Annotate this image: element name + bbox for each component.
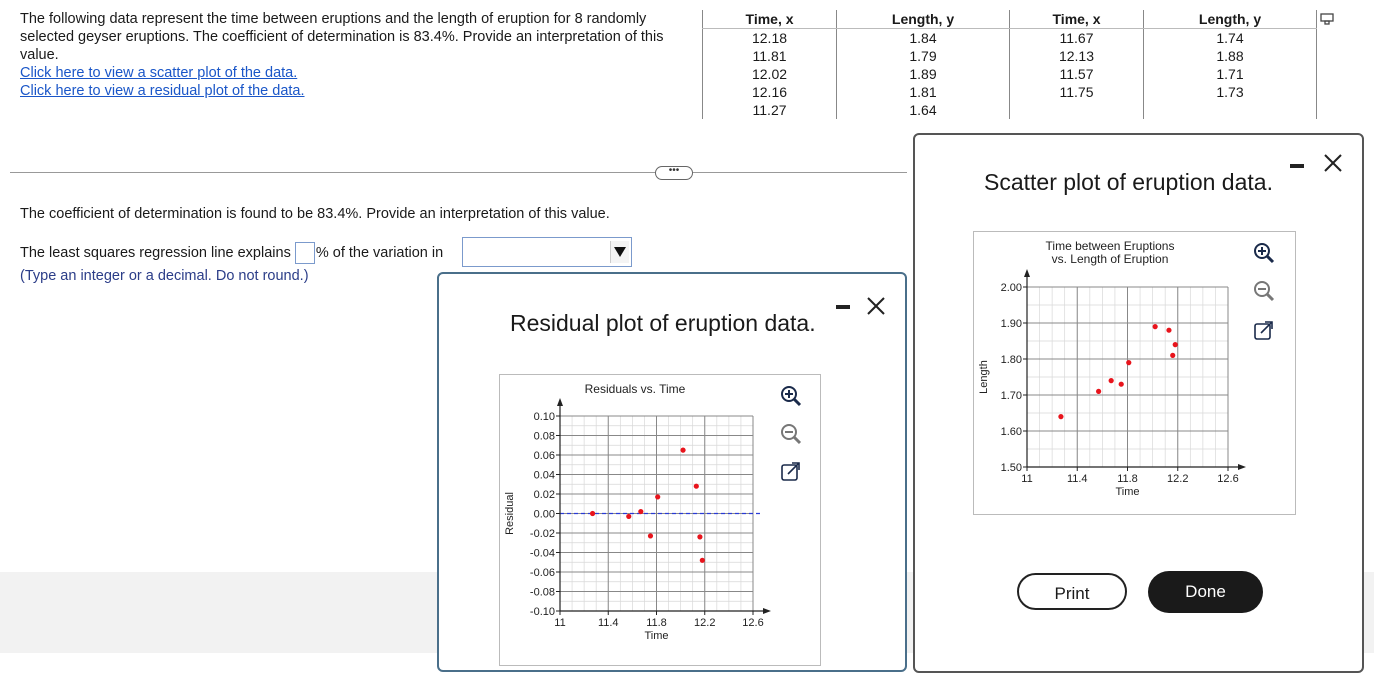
residual-chart	[500, 375, 820, 665]
dropdown-arrow[interactable]	[610, 241, 629, 263]
x-tick-label: 11	[1021, 473, 1033, 485]
y-tick-label: 0.08	[533, 430, 555, 443]
done-button[interactable]: Done	[1148, 571, 1263, 613]
data-point	[626, 514, 631, 519]
x-tick-label: 12.6	[742, 617, 764, 629]
zoom-in-icon[interactable]	[1252, 241, 1276, 265]
data-table	[702, 10, 1317, 119]
table-cell: 12.13	[1009, 47, 1143, 65]
table-cell: 11.81	[703, 47, 837, 65]
residual-plot-window	[437, 272, 907, 672]
answer-prefix: The least squares regression line explains	[20, 245, 291, 261]
data-point	[1096, 389, 1101, 394]
x-axis-arrow	[1238, 464, 1246, 470]
y-axis-arrow	[557, 398, 563, 406]
table-cell: 1.88	[1144, 47, 1317, 65]
popout-icon[interactable]	[1320, 13, 1334, 25]
problem-text: The following data represent the time between eruptions and the length of eruption for 8 randomly selected geyser eruptions. The coefficient of determination is 83.4%. Provide an interpretation of this value.	[20, 11, 664, 63]
table-cell	[1144, 101, 1317, 119]
residual-plot-link[interactable]: Click here to view a residual plot of the data.	[20, 83, 305, 99]
y-tick-label: -0.10	[529, 606, 555, 618]
caret-down-icon	[611, 241, 629, 263]
table-row	[703, 65, 1317, 83]
y-tick-label: -0.04	[529, 547, 555, 560]
question-text: The coefficient of determination is found to be 83.4%. Provide an interpretation of this value.	[20, 206, 610, 222]
data-point	[1170, 353, 1175, 358]
table-row	[703, 101, 1317, 119]
zoom-out-icon[interactable]	[1252, 279, 1276, 303]
data-point	[1166, 328, 1171, 333]
data-point	[1119, 382, 1124, 387]
scatter-chart	[974, 232, 1295, 514]
x-tick-label: 11.4	[597, 617, 619, 629]
table-cell: 12.02	[703, 65, 837, 83]
data-point	[694, 484, 699, 489]
table-cell: 1.89	[837, 65, 1010, 83]
minimize-button[interactable]	[1290, 164, 1304, 168]
scatter-chart-frame	[973, 231, 1296, 515]
data-point	[638, 509, 643, 514]
chart-title: Time between Eruptions	[1045, 239, 1175, 253]
chart-title: vs. Length of Eruption	[1051, 252, 1169, 266]
percent-input[interactable]	[295, 242, 315, 264]
table-cell: 1.79	[837, 47, 1010, 65]
table-cell: 1.73	[1144, 83, 1317, 101]
y-tick-label: 1.80	[1000, 354, 1022, 366]
more-button[interactable]: •••	[655, 166, 693, 180]
y-tick-label: 0.06	[533, 450, 555, 462]
chart-title: Residuals vs. Time	[584, 382, 686, 396]
table-cell	[1009, 101, 1143, 119]
data-point	[648, 533, 653, 538]
open-external-icon[interactable]	[1252, 319, 1276, 343]
table-cell: 1.84	[837, 29, 1010, 48]
table-header: Length, y	[837, 10, 1010, 29]
table-header: Length, y	[1144, 10, 1317, 29]
y-axis-label: Length	[978, 360, 990, 394]
data-point	[1153, 324, 1158, 329]
x-tick-label: 12.6	[1217, 473, 1239, 485]
y-tick-label: 0.10	[533, 411, 555, 423]
data-point	[697, 534, 702, 539]
x-tick-label: 11	[554, 617, 566, 629]
data-point	[1173, 342, 1178, 347]
table-row	[703, 47, 1317, 65]
x-tick-label: 11.4	[1066, 473, 1088, 485]
table-cell: 11.27	[703, 101, 837, 119]
y-tick-label: 1.50	[1000, 462, 1022, 474]
table-cell: 1.64	[837, 101, 1010, 119]
problem-statement	[20, 10, 690, 100]
scatter-plot-window	[913, 133, 1364, 673]
y-tick-label: 0.02	[533, 489, 555, 501]
y-tick-label: 1.70	[1000, 390, 1022, 402]
x-tick-label: 11.8	[1117, 473, 1138, 485]
table-cell: 11.67	[1009, 29, 1143, 48]
y-tick-label: -0.08	[529, 586, 555, 599]
answer-hint: (Type an integer or a decimal. Do not round.)	[20, 268, 309, 284]
data-point	[1126, 360, 1131, 365]
table-cell: 11.57	[1009, 65, 1143, 83]
y-tick-label: -0.02	[529, 528, 555, 540]
section-divider	[10, 172, 907, 173]
x-axis-arrow	[763, 608, 771, 614]
open-external-icon[interactable]	[779, 460, 803, 484]
y-tick-label: 2.00	[1000, 282, 1022, 294]
x-tick-label: 12.2	[694, 617, 716, 629]
y-axis-label: Residual	[504, 492, 516, 535]
answer-line	[20, 242, 443, 264]
residual-chart-frame	[499, 374, 821, 666]
data-point	[1109, 378, 1114, 383]
zoom-in-icon[interactable]	[779, 384, 803, 408]
x-axis-label: Time	[1115, 486, 1140, 498]
data-point	[680, 448, 685, 453]
data-point	[590, 511, 595, 516]
table-cell: 12.16	[703, 83, 837, 101]
table-row	[703, 83, 1317, 101]
table-header: Time, x	[703, 10, 837, 29]
y-tick-label: 1.90	[1000, 318, 1022, 330]
close-icon[interactable]	[865, 295, 887, 317]
data-point	[700, 558, 705, 563]
print-button[interactable]: Print	[1017, 573, 1127, 610]
y-tick-label: 1.60	[1000, 426, 1022, 438]
minimize-button[interactable]	[836, 305, 850, 309]
x-axis-label: Time	[644, 630, 669, 642]
scatter-plot-link[interactable]: Click here to view a scatter plot of the data.	[20, 65, 298, 81]
x-tick-label: 12.2	[1167, 473, 1189, 485]
table-header: Time, x	[1009, 10, 1143, 29]
table-row	[703, 29, 1317, 48]
y-axis-arrow	[1024, 269, 1030, 277]
table-cell: 12.18	[703, 29, 837, 48]
scatter-window-title: Scatter plot of eruption data.	[984, 169, 1273, 195]
table-cell: 1.74	[1144, 29, 1317, 48]
table-cell: 1.71	[1144, 65, 1317, 83]
y-tick-label: 0.00	[533, 508, 555, 521]
zoom-out-icon[interactable]	[779, 422, 803, 446]
data-point	[1058, 414, 1063, 419]
residual-window-title: Residual plot of eruption data.	[510, 310, 816, 336]
close-icon[interactable]	[1322, 152, 1344, 174]
answer-middle: % of the variation in	[315, 245, 444, 261]
y-tick-label: -0.06	[529, 567, 555, 579]
table-cell: 11.75	[1009, 83, 1143, 101]
data-point	[655, 494, 660, 499]
variable-dropdown[interactable]	[462, 237, 632, 267]
table-cell: 1.81	[837, 83, 1010, 101]
y-tick-label: 0.04	[533, 469, 555, 482]
x-tick-label: 11.8	[646, 617, 667, 629]
